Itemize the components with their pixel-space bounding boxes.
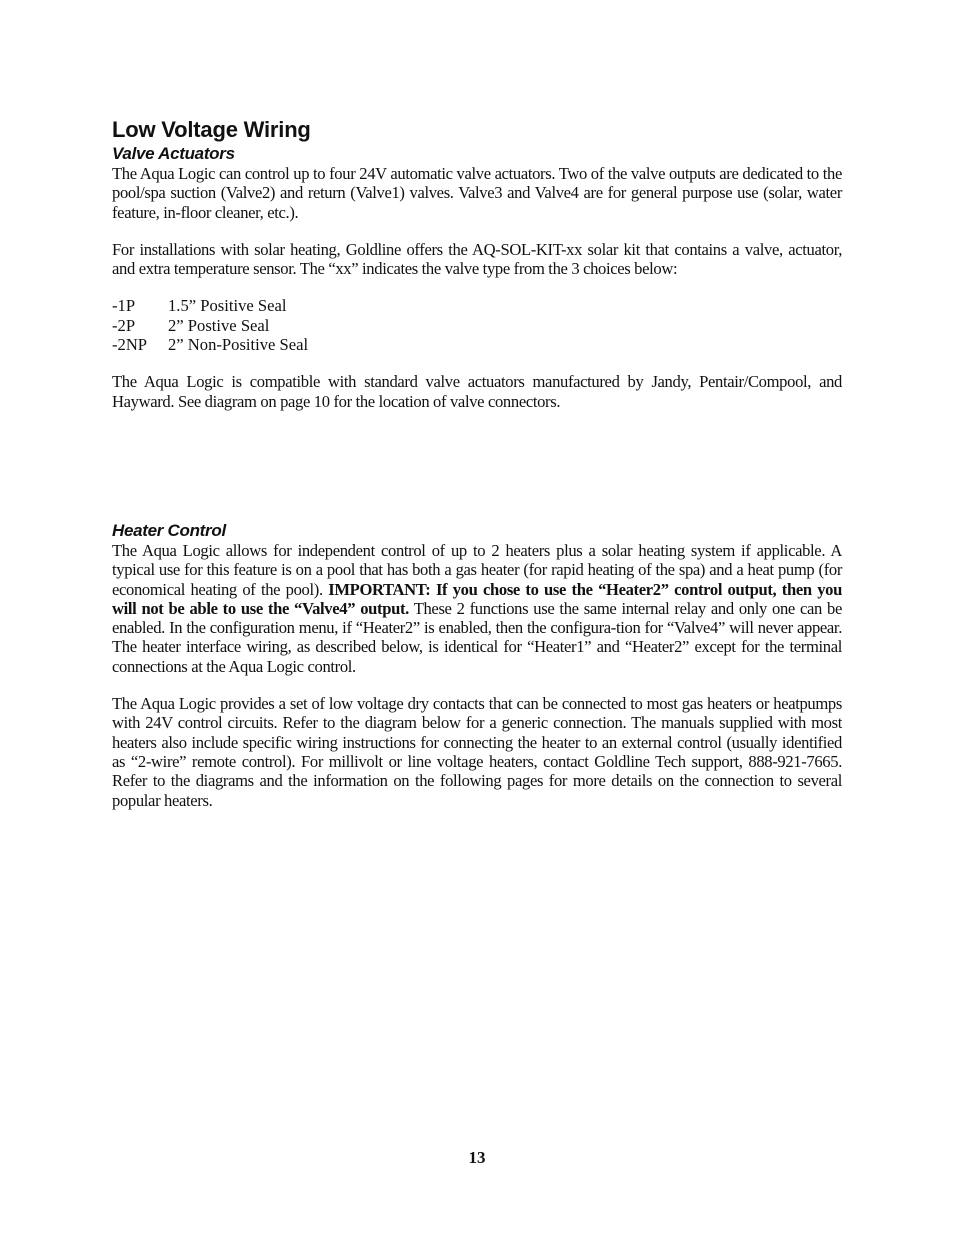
option-code: -1P: [112, 296, 136, 316]
option-desc: 2” Non-Positive Seal: [168, 335, 309, 355]
valve-paragraph-1: The Aqua Logic can control up to four 24V automatic valve actuators. Two of the valve outputs are dedicated to the pool/spa suction (Valve2) and return (Valve1) valves. Valve3 and Valve4 are for general purpose use (solar, water feature, in-floor cleaner, etc.).: [112, 164, 842, 222]
page-content: [112, 116, 842, 810]
valve-actuators-heading: Valve Actuators: [112, 144, 235, 163]
heater-paragraph-2: The Aqua Logic provides a set of low voltage dry contacts that can be connected to most gas heaters or heatpumps with 24V control circuits. Refer to the diagram below for a generic connection. The manuals supplied with most heaters also include specific wiring instructions for connecting the heater to an external control (usually identified as “2-wire” remote control). For millivolt or line voltage heaters, contact Goldline Tech support, 888-921-7665. Refer to the diagrams and the information on the following pages for more details on the connection to several popular heaters.: [112, 694, 842, 810]
section-title: Low Voltage Wiring: [112, 117, 311, 142]
valve-paragraph-2: For installations with solar heating, Goldline offers the AQ-SOL-KIT-xx solar kit that contains a valve, actuator, and extra temperature sensor. The “xx” indicates the valve type from the 3 choices below:: [112, 239, 842, 279]
heater-text-a: The Aqua Logic allows for independent control of up to 2 heaters plus a solar heating system if applicable. A typical use for this feature is on a pool that has both a gas heater (for rapid heating of the spa) and a heat pump (for economical heating of the pool).: [112, 540, 842, 599]
option-code: -2NP: [112, 335, 148, 355]
option-code: -2P: [112, 315, 136, 335]
important-note: IMPORTANT: If you chose to use the “Heater2” control output, then you will not be able to use the “Valve4” output.: [112, 579, 842, 618]
heater-paragraph-1: [112, 541, 842, 676]
list-item: [112, 335, 842, 354]
heater-control-heading: Heater Control: [112, 520, 226, 540]
list-item: [112, 316, 842, 335]
valve-paragraph-3: The Aqua Logic is compatible with standard valve actuators manufactured by Jandy, Pentair/Compool, and Hayward. See diagram on page 10 for the location of valve connectors.: [112, 372, 842, 411]
option-desc: 1.5” Positive Seal: [168, 296, 287, 316]
page-number: 13: [468, 1148, 486, 1167]
list-item: [112, 296, 842, 315]
valve-options-list: [112, 296, 842, 354]
option-desc: 2” Postive Seal: [168, 315, 270, 335]
heater-text-b: These 2 functions use the same internal relay and only one can be enabled. In the configuration menu, if “Heater2” is enabled, then the configura-tion for “Valve4” will never appear. The heater interface wiring, as described below, is identical for “Heater1” and “Heater2” except for the terminal connections at the Aqua Logic control.: [112, 598, 842, 676]
